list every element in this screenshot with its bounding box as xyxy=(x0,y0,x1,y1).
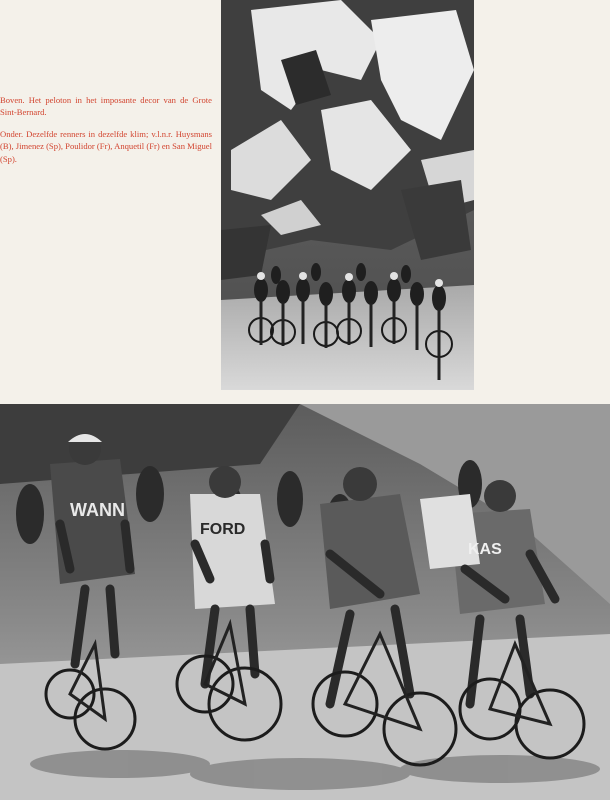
riders-climb-illustration xyxy=(0,404,610,800)
jersey-lettering-center: FORD xyxy=(200,521,246,538)
jersey-lettering-left: WANN xyxy=(70,500,125,520)
caption-bottom-photo: Onder. Dezelfde renners in dezelfde klim; v.l.n.r. Huysmans (B), Jimenez (Sp), Poulidor (Fr), Anquetil (Fr) en San Miguel (Sp). xyxy=(0,128,212,164)
jersey-lettering-right: KAS xyxy=(468,541,502,558)
caption-top-photo: Boven. Het peloton in het imposante decor van de Grote Sint-Bernard. xyxy=(0,95,212,118)
photo-peloton-mountain xyxy=(221,0,474,390)
photo-captions xyxy=(0,94,212,174)
photo-riders-climb xyxy=(0,404,610,800)
mountain-peloton-illustration xyxy=(221,0,474,390)
